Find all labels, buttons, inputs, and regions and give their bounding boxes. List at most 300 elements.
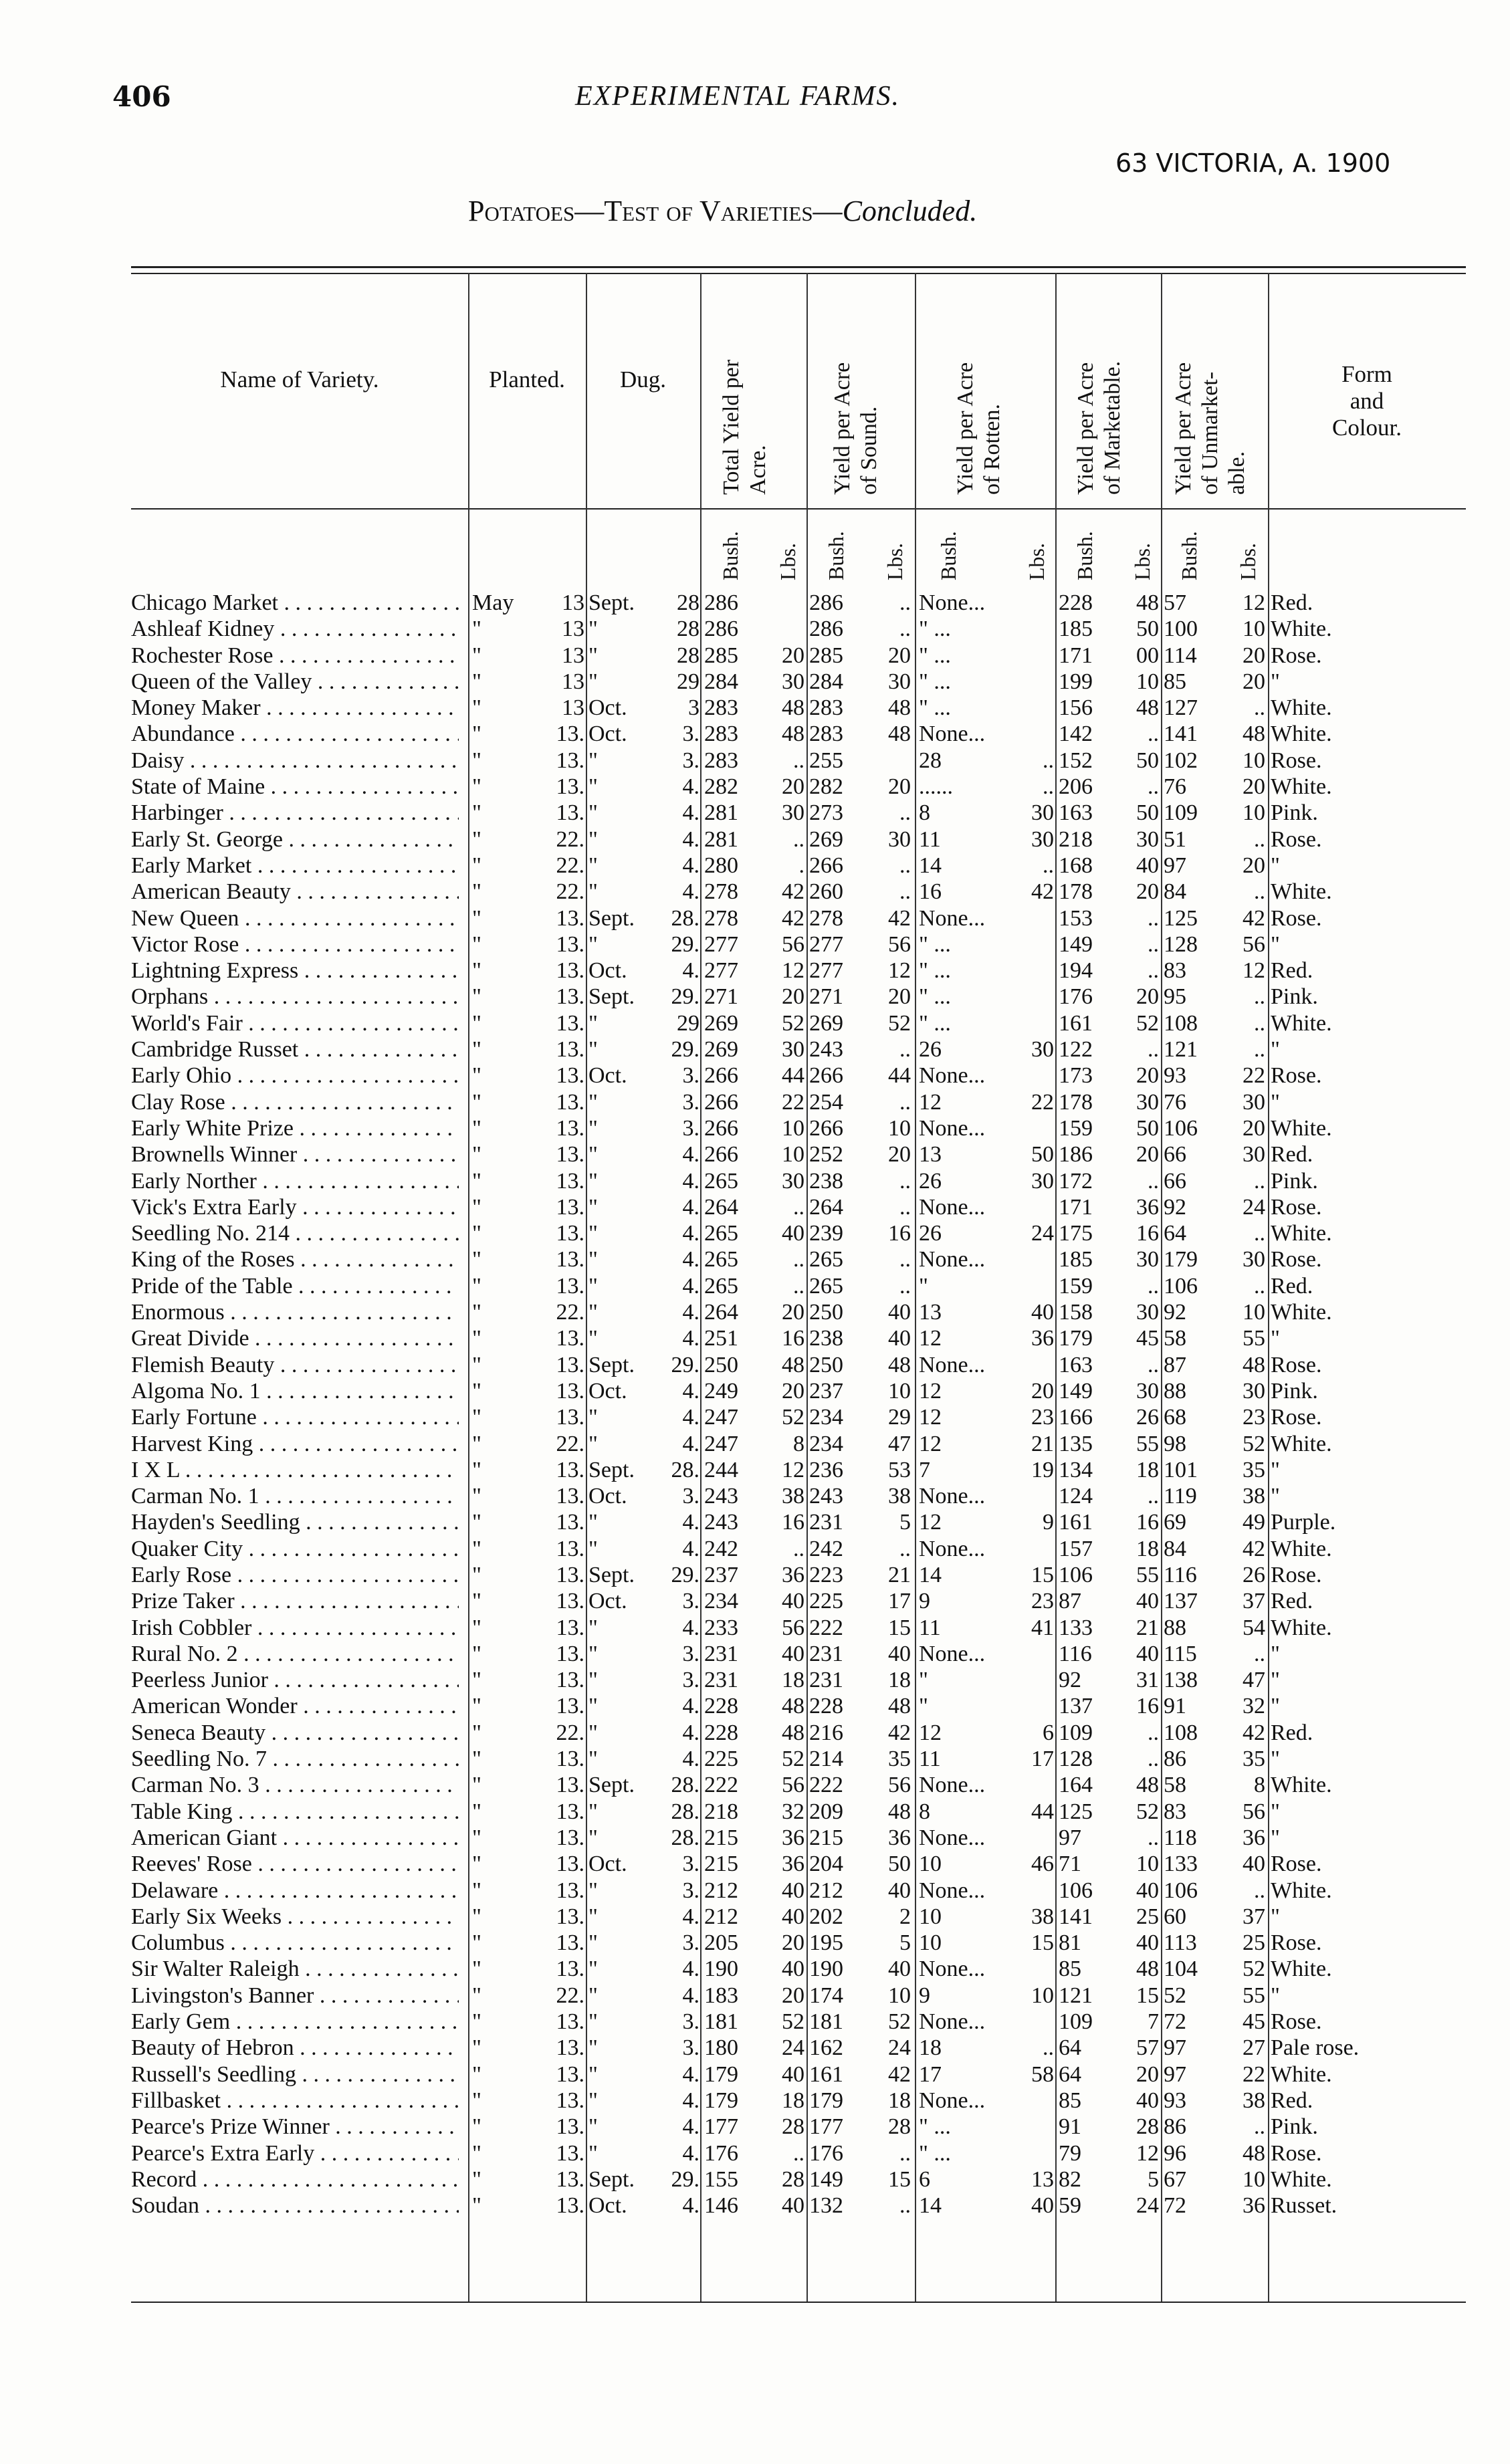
table-row: [0, 1693, 1510, 1719]
sound-bush: 222: [809, 1615, 843, 1640]
marketable-lbs: 18: [1136, 1536, 1159, 1561]
dug-month: ": [588, 879, 598, 905]
unmarketable-bush: 88: [1164, 1378, 1186, 1404]
marketable-lbs: 45: [1136, 1326, 1159, 1351]
unmarketable-bush: 76: [1164, 1089, 1186, 1115]
sound-lbs: ..: [899, 2140, 911, 2166]
dug-month: ": [588, 1221, 598, 1246]
table-row: [0, 1799, 1510, 1825]
unit-lbs: Lbs.: [1236, 543, 1260, 580]
dug-month: ": [588, 1641, 598, 1666]
sound-bush: 204: [809, 1852, 843, 1877]
variety-name: State of Maine . . .: [131, 774, 459, 800]
form-colour: Rose.: [1271, 1930, 1322, 1956]
dug-month: ": [588, 1878, 598, 1903]
variety-name: Early Norther . . .: [131, 1168, 459, 1194]
marketable-lbs: 12: [1136, 2140, 1159, 2166]
marketable-bush: 179: [1059, 1326, 1093, 1351]
marketable-lbs: 24: [1136, 2193, 1159, 2219]
rotten-bush: None...: [919, 1825, 986, 1850]
form-colour: White.: [1271, 879, 1332, 905]
total-bush: 180: [704, 2035, 738, 2061]
sound-bush: 250: [809, 1352, 843, 1377]
total-bush: 181: [704, 2009, 738, 2035]
sound-lbs: 42: [888, 2061, 911, 2087]
marketable-lbs: 57: [1136, 2035, 1159, 2061]
planted-day: 13.: [556, 1089, 584, 1115]
table-row: [0, 1851, 1510, 1877]
unmarketable-bush: 121: [1164, 1037, 1198, 1062]
form-colour: White.: [1271, 1300, 1332, 1325]
unmarketable-lbs: 30: [1243, 1089, 1265, 1115]
unit-lbs: Lbs.: [883, 543, 907, 580]
planted-day: 13.: [556, 2114, 584, 2140]
unmarketable-lbs: 10: [1243, 617, 1265, 642]
planted-day: 13.: [556, 2061, 584, 2087]
dug-month: ": [588, 1273, 598, 1299]
dug-month: ": [588, 1983, 598, 2008]
sound-lbs: ..: [899, 1247, 911, 1272]
unmarketable-lbs: 30: [1243, 1247, 1265, 1272]
unit-bush: Bush.: [718, 531, 742, 580]
unmarketable-bush: 128: [1164, 931, 1198, 957]
header-yield-sound: Yield per Acre of Sound.: [830, 362, 881, 495]
variety-name: Pride of the Table . . .: [131, 1273, 459, 1299]
marketable-bush: 141: [1059, 1904, 1093, 1929]
header-rule: [131, 508, 1466, 510]
total-lbs: 42: [782, 879, 804, 905]
dug-month: ": [588, 1010, 598, 1036]
table-row: [0, 1273, 1510, 1299]
sound-lbs: ..: [899, 617, 911, 642]
total-lbs: 12: [782, 1457, 804, 1482]
total-lbs: ..: [793, 826, 804, 852]
total-lbs: 12: [782, 958, 804, 984]
sound-lbs: 20: [888, 1142, 911, 1167]
rotten-bush: 12: [919, 1431, 942, 1456]
planted-month: ": [472, 1983, 481, 2008]
unmarketable-lbs: 36: [1243, 2193, 1265, 2219]
sound-bush: 222: [809, 1773, 843, 1798]
dug-day: 29: [677, 1010, 699, 1036]
marketable-lbs: 48: [1136, 1956, 1159, 1982]
unmarketable-bush: 102: [1164, 748, 1198, 773]
form-colour: Red.: [1271, 1589, 1313, 1614]
unmarketable-lbs: 48: [1243, 721, 1265, 747]
sound-lbs: 15: [888, 2166, 911, 2192]
sound-lbs: 50: [888, 1852, 911, 1877]
total-lbs: 56: [782, 931, 804, 957]
sound-lbs: 53: [888, 1457, 911, 1482]
marketable-lbs: 16: [1136, 1221, 1159, 1246]
dug-month: ": [588, 1431, 598, 1456]
unmarketable-bush: 57: [1164, 590, 1186, 615]
rotten-lbs: 21: [1031, 1431, 1054, 1456]
variety-name: Orphans . . .: [131, 984, 459, 1010]
dug-day: 3.: [682, 1115, 699, 1141]
form-colour: ": [1271, 1457, 1280, 1482]
form-colour: White.: [1271, 2166, 1332, 2192]
marketable-lbs: 10: [1136, 1852, 1159, 1877]
total-lbs: 40: [782, 1589, 804, 1614]
session-label: 63 VICTORIA, A. 1900: [1115, 148, 1391, 178]
unmarketable-lbs: 20: [1243, 853, 1265, 878]
variety-name: Record . . .: [131, 2166, 459, 2193]
unmarketable-bush: 84: [1164, 879, 1186, 905]
total-lbs: 30: [782, 669, 804, 694]
unmarketable-bush: 66: [1164, 1168, 1186, 1194]
sound-bush: 260: [809, 879, 843, 905]
planted-month: ": [472, 800, 481, 826]
unmarketable-lbs: 38: [1243, 2088, 1265, 2113]
planted-month: ": [472, 1405, 481, 1430]
sound-bush: 252: [809, 1142, 843, 1167]
page-number: 406: [112, 80, 171, 113]
total-lbs: 40: [782, 1956, 804, 1982]
marketable-lbs: 30: [1136, 826, 1159, 852]
marketable-bush: 186: [1059, 1142, 1093, 1167]
planted-month: ": [472, 1930, 481, 1956]
unmarketable-bush: 115: [1164, 1641, 1197, 1666]
total-lbs: 40: [782, 1904, 804, 1929]
variety-name: Early St. George . . .: [131, 826, 459, 853]
total-bush: 266: [704, 1089, 738, 1115]
dug-day: 3.: [682, 748, 699, 773]
unmarketable-bush: 84: [1164, 1536, 1186, 1561]
dug-day: 4.: [682, 1273, 699, 1299]
dug-month: ": [588, 774, 598, 800]
dug-day: 3.: [682, 1852, 699, 1877]
marketable-bush: 92: [1059, 1668, 1081, 1693]
total-lbs: 36: [782, 1852, 804, 1877]
sound-bush: 243: [809, 1484, 843, 1509]
unmarketable-bush: 51: [1164, 826, 1186, 852]
dug-month: ": [588, 800, 598, 826]
planted-day: 22.: [556, 1983, 584, 2008]
sound-bush: 238: [809, 1326, 843, 1351]
marketable-bush: 133: [1059, 1615, 1093, 1640]
unmarketable-lbs: ..: [1254, 984, 1265, 1010]
planted-month: ": [472, 1457, 481, 1482]
planted-day: 22.: [556, 1431, 584, 1456]
form-colour: Rose.: [1271, 1063, 1322, 1089]
rotten-lbs: 23: [1031, 1589, 1054, 1614]
table-row: [0, 1352, 1510, 1378]
dug-day: 4.: [682, 2114, 699, 2140]
unmarketable-lbs: 22: [1243, 2061, 1265, 2087]
dug-month: ": [588, 669, 598, 694]
variety-name: Early Six Weeks . . .: [131, 1904, 459, 1930]
unit-lbs: Lbs.: [776, 543, 800, 580]
planted-day: 13.: [556, 2193, 584, 2219]
form-colour: ": [1271, 1983, 1280, 2008]
variety-name: Early Fortune . . .: [131, 1404, 459, 1430]
dug-day: 4.: [682, 800, 699, 826]
rotten-bush: None...: [919, 1352, 986, 1377]
marketable-bush: 153: [1059, 905, 1093, 931]
planted-day: 13.: [556, 2166, 584, 2192]
planted-day: 13.: [556, 1615, 584, 1640]
marketable-bush: 106: [1059, 1878, 1093, 1903]
total-bush: 281: [704, 826, 738, 852]
planted-month: ": [472, 879, 481, 905]
total-lbs: 48: [782, 1720, 804, 1745]
marketable-lbs: ..: [1148, 721, 1159, 747]
total-bush: 286: [704, 590, 738, 615]
dug-month: ": [588, 1089, 598, 1115]
sound-bush: 254: [809, 1089, 843, 1115]
planted-day: 13.: [556, 1510, 584, 1535]
form-colour: ": [1271, 1904, 1280, 1929]
unmarketable-lbs: 56: [1243, 1799, 1265, 1824]
rotten-bush: 10: [919, 1904, 942, 1929]
dug-month: ": [588, 1825, 598, 1850]
planted-month: ": [472, 2140, 481, 2166]
bottom-rule: [131, 2302, 1466, 2303]
marketable-lbs: 30: [1136, 1247, 1159, 1272]
total-lbs: 20: [782, 643, 804, 668]
marketable-bush: 85: [1059, 2088, 1081, 2113]
unmarketable-bush: 104: [1164, 1956, 1198, 1982]
rotten-lbs: 17: [1031, 1747, 1054, 1772]
table-row: [0, 1930, 1510, 1956]
sound-lbs: 47: [888, 1431, 911, 1456]
header-dug: Dug.: [619, 366, 667, 393]
header-yield-unmarketable: Yield per Acre of Unmarket- able.: [1171, 362, 1249, 495]
dug-month: ": [588, 1930, 598, 1956]
rotten-lbs: 15: [1031, 1930, 1054, 1956]
planted-month: ": [472, 1773, 481, 1798]
marketable-lbs: 20: [1136, 1063, 1159, 1089]
rotten-bush: 10: [919, 1852, 942, 1877]
planted-day: 13.: [556, 1168, 584, 1194]
rotten-bush: ": [919, 1273, 928, 1299]
dug-day: 29.: [671, 984, 699, 1010]
planted-day: 13.: [556, 1352, 584, 1377]
rotten-bush: None...: [919, 1641, 986, 1666]
unmarketable-lbs: 48: [1243, 1352, 1265, 1377]
unmarketable-bush: 116: [1164, 1562, 1197, 1587]
planted-day: 13.: [556, 1852, 584, 1877]
sound-lbs: 48: [888, 695, 911, 721]
marketable-lbs: 20: [1136, 984, 1159, 1010]
total-lbs: 18: [782, 2088, 804, 2113]
planted-day: 13.: [556, 1694, 584, 1719]
variety-name: Money Maker . . .: [131, 695, 459, 721]
total-bush: 225: [704, 1747, 738, 1772]
unmarketable-bush: 114: [1164, 643, 1197, 668]
total-lbs: 18: [782, 1668, 804, 1693]
planted-month: ": [472, 2088, 481, 2113]
marketable-lbs: 30: [1136, 1300, 1159, 1325]
sound-lbs: 20: [888, 774, 911, 800]
rotten-bush: None...: [919, 2088, 986, 2113]
total-lbs: 30: [782, 800, 804, 826]
total-lbs: 48: [782, 721, 804, 747]
sound-bush: 225: [809, 1589, 843, 1614]
sound-bush: 162: [809, 2035, 843, 2061]
dug-day: 4.: [682, 1142, 699, 1167]
total-bush: 278: [704, 905, 738, 931]
table-row: [0, 1036, 1510, 1062]
sound-lbs: 40: [888, 1878, 911, 1903]
unit-bush: Bush.: [1073, 531, 1097, 580]
marketable-bush: 79: [1059, 2140, 1081, 2166]
marketable-bush: 135: [1059, 1431, 1093, 1456]
variety-name: Harvest King . . .: [131, 1431, 459, 1457]
dug-day: 3: [688, 695, 699, 721]
dug-month: ": [588, 1536, 598, 1561]
rotten-lbs: 6: [1043, 1720, 1054, 1745]
marketable-bush: 121: [1059, 1983, 1093, 2008]
planted-day: 13.: [556, 1589, 584, 1614]
total-lbs: .: [798, 853, 804, 878]
planted-day: 13.: [556, 1878, 584, 1903]
total-bush: 277: [704, 931, 738, 957]
marketable-bush: 152: [1059, 748, 1093, 773]
rotten-bush: None...: [919, 1115, 986, 1141]
variety-name: I X L . . .: [131, 1457, 459, 1483]
sound-bush: 284: [809, 669, 843, 694]
dug-month: Oct.: [588, 1484, 627, 1509]
dug-day: 3.: [682, 1930, 699, 1956]
rotten-lbs: 24: [1031, 1221, 1054, 1246]
sound-bush: 282: [809, 774, 843, 800]
dug-day: 3.: [682, 1589, 699, 1614]
rotten-lbs: 36: [1031, 1326, 1054, 1351]
unmarketable-bush: 87: [1164, 1352, 1186, 1377]
rotten-bush: 16: [919, 879, 942, 905]
table-row: [0, 1720, 1510, 1746]
unit-lbs: Lbs.: [1024, 543, 1049, 580]
dug-day: 4.: [682, 1405, 699, 1430]
variety-name: Chicago Market . . .: [131, 590, 459, 616]
total-bush: 222: [704, 1773, 738, 1798]
table-row: [0, 1956, 1510, 1982]
table-row: [0, 590, 1510, 616]
rotten-bush: None...: [919, 1484, 986, 1509]
rotten-bush: 12: [919, 1510, 942, 1535]
planted-day: 13.: [556, 1247, 584, 1272]
total-bush: 283: [704, 748, 738, 773]
planted-month: ": [472, 1352, 481, 1377]
form-colour: White.: [1271, 695, 1332, 721]
marketable-bush: 87: [1059, 1589, 1081, 1614]
planted-day: 13.: [556, 1956, 584, 1982]
planted-month: ": [472, 2009, 481, 2035]
variety-name: Harbinger . . .: [131, 800, 459, 826]
form-colour: White.: [1271, 1010, 1332, 1036]
total-bush: 277: [704, 958, 738, 984]
unmarketable-lbs: 20: [1243, 643, 1265, 668]
dug-day: 4.: [682, 1747, 699, 1772]
sound-lbs: 40: [888, 1641, 911, 1666]
planted-day: 13.: [556, 1273, 584, 1299]
unmarketable-lbs: 45: [1243, 2009, 1265, 2035]
unmarketable-bush: 127: [1164, 695, 1198, 721]
sound-lbs: ..: [899, 853, 911, 878]
marketable-lbs: 15: [1136, 1983, 1159, 2008]
total-lbs: 24: [782, 2035, 804, 2061]
form-colour: Pink.: [1271, 1168, 1318, 1194]
unmarketable-bush: 52: [1164, 1983, 1186, 2008]
total-lbs: 10: [782, 1115, 804, 1141]
sound-lbs: 10: [888, 1983, 911, 2008]
dug-day: 4.: [682, 1956, 699, 1982]
marketable-lbs: 20: [1136, 1142, 1159, 1167]
dug-month: ": [588, 1405, 598, 1430]
rotten-bush: 18: [919, 2035, 942, 2061]
total-bush: 265: [704, 1168, 738, 1194]
dug-month: Oct.: [588, 1063, 627, 1089]
rotten-lbs: 42: [1031, 879, 1054, 905]
form-colour: Rose.: [1271, 1405, 1322, 1430]
planted-month: ": [472, 1326, 481, 1351]
total-lbs: 8: [793, 1431, 804, 1456]
table-row: [0, 1325, 1510, 1351]
table-row: [0, 905, 1510, 931]
sound-lbs: 18: [888, 1668, 911, 1693]
planted-day: 13: [562, 669, 584, 694]
form-colour: Red.: [1271, 590, 1313, 615]
dug-month: Oct.: [588, 721, 627, 747]
dug-day: 29.: [671, 2166, 699, 2192]
sound-lbs: ..: [899, 1273, 911, 1299]
dug-month: ": [588, 1668, 598, 1693]
planted-day: 13: [562, 695, 584, 721]
variety-name: Abundance . . .: [131, 721, 459, 747]
planted-month: ": [472, 1221, 481, 1246]
table-row: [0, 2035, 1510, 2061]
rotten-bush: 9: [919, 1983, 930, 2008]
rotten-bush: " ...: [919, 2114, 951, 2140]
dug-day: 4.: [682, 958, 699, 984]
variety-name: Seedling No. 7 . . .: [131, 1746, 459, 1772]
variety-name: Peerless Junior . . .: [131, 1667, 459, 1693]
marketable-bush: 178: [1059, 879, 1093, 905]
planted-month: ": [472, 643, 481, 668]
planted-day: 13.: [556, 1747, 584, 1772]
planted-day: 13.: [556, 1562, 584, 1587]
sound-lbs: 15: [888, 1615, 911, 1640]
planted-day: 13.: [556, 1194, 584, 1220]
planted-day: 13.: [556, 931, 584, 957]
table-title-main: Potatoes—Test of Varieties—: [468, 195, 843, 227]
variety-name: Brownells Winner . . .: [131, 1141, 459, 1167]
rotten-bush: 11: [919, 1747, 941, 1772]
table-row: [0, 984, 1510, 1010]
dug-month: Oct.: [588, 2193, 627, 2219]
total-lbs: 52: [782, 1010, 804, 1036]
sound-lbs: 10: [888, 1115, 911, 1141]
total-bush: 284: [704, 669, 738, 694]
marketable-bush: 194: [1059, 958, 1093, 984]
unmarketable-lbs: 20: [1243, 774, 1265, 800]
sound-bush: 269: [809, 826, 843, 852]
planted-day: 13.: [556, 774, 584, 800]
rotten-bush: " ...: [919, 958, 951, 984]
sound-lbs: ..: [899, 1037, 911, 1062]
marketable-lbs: ..: [1148, 931, 1159, 957]
rotten-bush: 26: [919, 1221, 942, 1246]
unmarketable-bush: 58: [1164, 1326, 1186, 1351]
planted-month: ": [472, 1536, 481, 1561]
marketable-lbs: 40: [1136, 1930, 1159, 1956]
planted-month: ": [472, 1641, 481, 1666]
variety-name: Early Market . . .: [131, 853, 459, 879]
variety-name: Carman No. 3 . . .: [131, 1772, 459, 1798]
planted-month: ": [472, 2193, 481, 2219]
